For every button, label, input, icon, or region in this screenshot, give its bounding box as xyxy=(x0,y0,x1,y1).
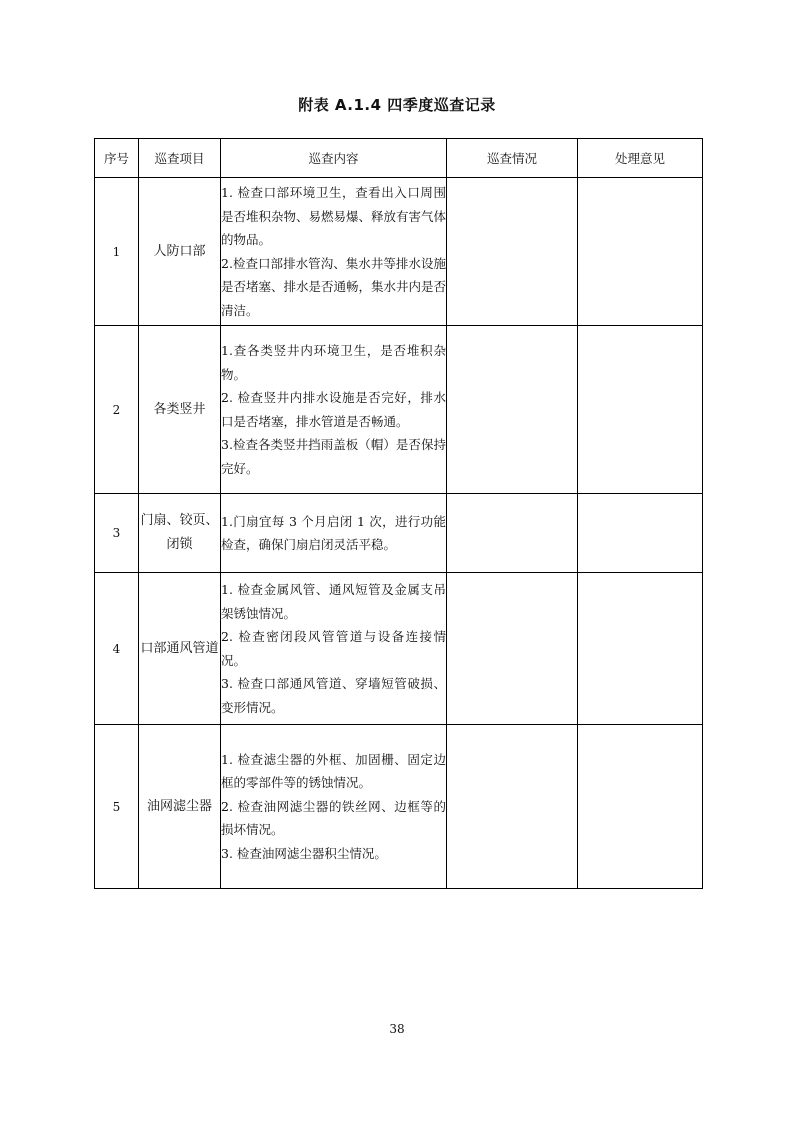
inspection-record-table xyxy=(94,138,703,889)
row-index: 2 xyxy=(95,326,139,494)
table-row xyxy=(95,494,703,573)
row-content xyxy=(221,725,447,889)
header-index: 序号 xyxy=(95,139,139,178)
row-item: 各类竖井 xyxy=(139,326,221,494)
content-line: 1. 检查金属风管、通风短管及金属支吊架锈蚀情况。 xyxy=(221,582,446,621)
row-content xyxy=(221,573,447,725)
row-content xyxy=(221,326,447,494)
table-row xyxy=(95,178,703,326)
content-line: 1.门扇宜每 3 个月启闭 1 次，进行功能检查，确保门扇启闭灵活平稳。 xyxy=(221,513,446,552)
content-line: 2. 检查竖井内排水设施是否完好，排水口是否堵塞，排水管道是否畅通。 xyxy=(221,390,446,429)
row-status xyxy=(447,494,578,573)
row-index: 5 xyxy=(95,725,139,889)
table-row xyxy=(95,326,703,494)
page-title: 附表 A.1.4 四季度巡查记录 xyxy=(298,96,496,114)
content-line: 3.检查各类竖井挡雨盖板（帽）是否保持完好。 xyxy=(221,437,446,476)
content-line: 1. 检查滤尘器的外框、加固栅、固定边框的零部件等的锈蚀情况。 xyxy=(221,751,446,791)
content-line: 2. 检查油网滤尘器的铁丝网、边框等的损坏情况。 xyxy=(221,798,446,838)
header-status: 巡查情况 xyxy=(447,139,578,178)
content-line: 2.检查口部排水管沟、集水井等排水设施是否堵塞、排水是否通畅，集水井内是否清洁。 xyxy=(221,255,447,318)
table-row xyxy=(95,725,703,889)
row-opinion xyxy=(578,326,703,494)
row-content xyxy=(221,178,447,326)
row-opinion xyxy=(578,573,703,725)
header-content: 巡查内容 xyxy=(221,139,447,178)
content-line: 3. 检查油网滤尘器积尘情况。 xyxy=(221,845,387,861)
row-index: 1 xyxy=(95,178,139,326)
header-opinion: 处理意见 xyxy=(578,139,703,178)
row-item: 人防口部 xyxy=(139,178,221,326)
row-content xyxy=(221,494,447,573)
table-header-row xyxy=(95,139,703,178)
row-index: 3 xyxy=(95,494,139,573)
row-status xyxy=(447,573,578,725)
row-item: 口部通风管道 xyxy=(139,573,221,725)
content-line: 1.查各类竖井内环境卫生，是否堆积杂物。 xyxy=(221,343,446,382)
row-status xyxy=(447,326,578,494)
row-opinion xyxy=(578,178,703,326)
row-item: 门扇、铰页、闭锁 xyxy=(139,494,221,573)
row-item: 油网滤尘器 xyxy=(139,725,221,889)
row-index: 4 xyxy=(95,573,139,725)
row-status xyxy=(447,178,578,326)
content-line: 3. 检查口部通风管道、穿墙短管破损、变形情况。 xyxy=(221,676,446,715)
content-line: 2. 检查密闭段风管管道与设备连接情况。 xyxy=(221,629,446,668)
page-number: 38 xyxy=(389,1022,405,1036)
header-item: 巡查项目 xyxy=(139,139,221,178)
row-opinion xyxy=(578,725,703,889)
table-row xyxy=(95,573,703,725)
content-line: 1. 检查口部环境卫生，查看出入口周围是否堆积杂物、易燃易爆、释放有害气体的物品。 xyxy=(221,185,447,247)
row-opinion xyxy=(578,494,703,573)
row-status xyxy=(447,725,578,889)
